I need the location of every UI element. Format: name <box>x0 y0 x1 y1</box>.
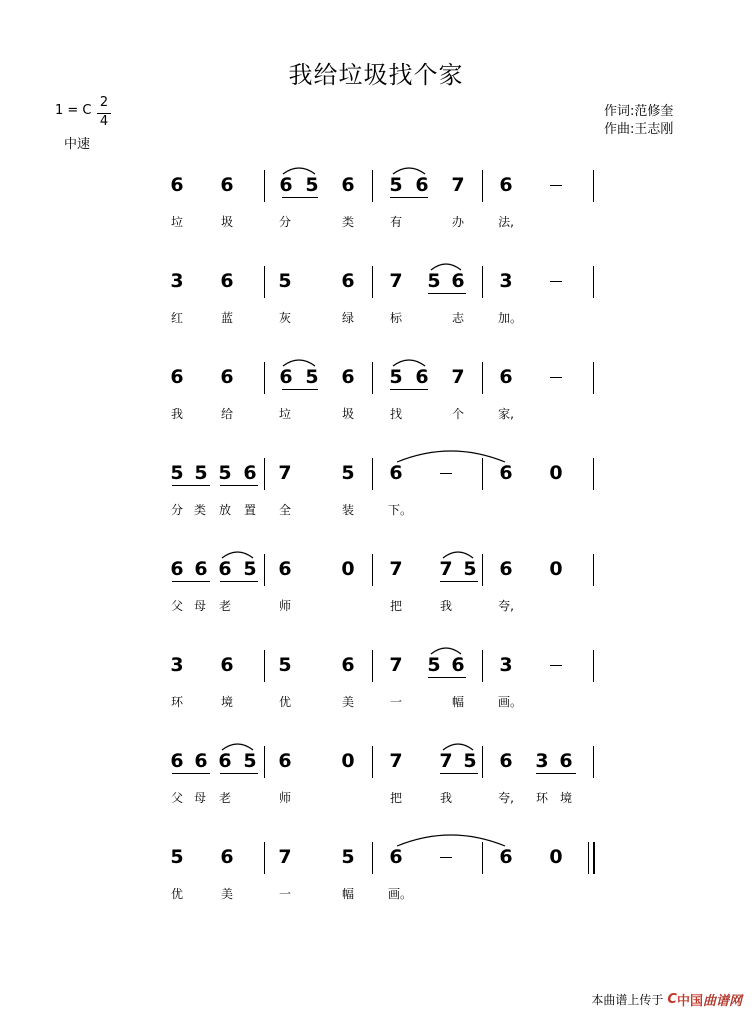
beam <box>282 389 318 390</box>
note: 5 <box>463 750 477 772</box>
score-system <box>0 458 752 554</box>
logo-text-2: 曲谱网 <box>702 994 742 1009</box>
note: 5 <box>194 462 208 484</box>
note: 5 <box>427 270 441 292</box>
barline <box>372 266 373 298</box>
lyric: 红 <box>170 311 183 325</box>
score-system <box>0 746 752 842</box>
note: 6 <box>499 558 513 580</box>
note: 5 <box>243 750 257 772</box>
note: 7 <box>389 558 403 580</box>
beam <box>440 581 478 582</box>
note: 6 <box>218 558 232 580</box>
note: 6 <box>499 366 513 388</box>
note: 7 <box>278 462 292 484</box>
note: 7 <box>451 174 465 196</box>
beam <box>282 197 318 198</box>
lyric: 父 <box>170 791 183 805</box>
beam <box>220 773 258 774</box>
barline <box>593 362 594 394</box>
note: 6 <box>220 654 234 676</box>
lyric: 美 <box>220 887 233 901</box>
barline <box>372 458 373 490</box>
lyric: 垃 <box>170 215 183 229</box>
lyric: 绿 <box>341 311 354 325</box>
note: 6 <box>451 270 465 292</box>
lyric: 灰 <box>278 311 291 325</box>
note: 6 <box>243 462 257 484</box>
note: 6 <box>170 750 184 772</box>
beam <box>440 773 478 774</box>
note: 3 <box>170 270 184 292</box>
note: 5 <box>389 366 403 388</box>
lyric: 老 <box>218 599 231 613</box>
lyric: 师 <box>278 791 291 805</box>
lyric: 画。 <box>388 887 413 901</box>
note: 6 <box>279 174 293 196</box>
note: 0 <box>341 558 355 580</box>
sustain-dash <box>550 665 562 666</box>
note: 5 <box>170 462 184 484</box>
beam <box>390 389 428 390</box>
lyric: 分 <box>170 503 183 517</box>
barline <box>482 266 483 298</box>
time-signature-bottom: 4 <box>99 114 109 129</box>
note: 7 <box>389 750 403 772</box>
slur <box>430 260 462 272</box>
barline <box>482 650 483 682</box>
slur <box>392 356 426 368</box>
note: 7 <box>389 270 403 292</box>
sustain-dash <box>550 185 562 186</box>
note: 5 <box>305 366 319 388</box>
barline <box>264 362 265 394</box>
note: 3 <box>499 270 513 292</box>
lyric: 圾 <box>341 407 354 421</box>
barline <box>264 458 265 490</box>
slur <box>430 644 462 656</box>
note: 6 <box>278 750 292 772</box>
sustain-dash <box>440 857 452 858</box>
note: 6 <box>389 846 403 868</box>
lyric: 我 <box>439 599 452 613</box>
lyric: 标 <box>389 311 402 325</box>
note: 5 <box>218 462 232 484</box>
note: 6 <box>170 558 184 580</box>
score-system <box>0 554 752 650</box>
note: 6 <box>194 558 208 580</box>
note: 0 <box>549 558 563 580</box>
beam <box>172 485 210 486</box>
note: 6 <box>218 750 232 772</box>
score-system <box>0 266 752 362</box>
barline <box>264 842 265 874</box>
note: 5 <box>278 654 292 676</box>
note: 6 <box>559 750 573 772</box>
score-system <box>0 650 752 746</box>
note: 7 <box>439 750 453 772</box>
slur <box>221 740 254 752</box>
composer-credit: 作曲:王志刚 <box>604 122 674 137</box>
lyric: 我 <box>439 791 452 805</box>
note: 3 <box>499 654 513 676</box>
lyric: 个 <box>451 407 464 421</box>
barline <box>593 458 594 490</box>
note: 6 <box>499 750 513 772</box>
note: 6 <box>389 462 403 484</box>
note: 6 <box>170 174 184 196</box>
lyric: 类 <box>193 503 206 517</box>
note: 3 <box>170 654 184 676</box>
note: 0 <box>341 750 355 772</box>
note: 5 <box>341 846 355 868</box>
lyric: 垃 <box>278 407 291 421</box>
lyric: 装 <box>341 503 354 517</box>
lyric: 办 <box>451 215 464 229</box>
barline <box>482 170 483 202</box>
barline <box>264 170 265 202</box>
note: 5 <box>243 558 257 580</box>
barline <box>482 554 483 586</box>
note: 5 <box>170 846 184 868</box>
lyricist-credit: 作词:范修奎 <box>604 104 674 119</box>
final-barline <box>593 842 595 874</box>
logo-mark: C <box>667 992 677 1007</box>
barline <box>372 746 373 778</box>
barline <box>264 746 265 778</box>
barline <box>482 746 483 778</box>
barline <box>372 842 373 874</box>
barline <box>593 554 594 586</box>
note: 5 <box>427 654 441 676</box>
note: 6 <box>220 846 234 868</box>
beam <box>220 581 258 582</box>
barline <box>372 170 373 202</box>
lyric: 境 <box>220 695 233 709</box>
lyric: 夸, <box>498 791 514 805</box>
lyric: 把 <box>389 791 402 805</box>
sustain-dash <box>440 473 452 474</box>
note: 6 <box>341 174 355 196</box>
lyric: 放 <box>218 503 231 517</box>
sustain-dash <box>550 281 562 282</box>
note: 7 <box>278 846 292 868</box>
sustain-dash <box>550 377 562 378</box>
beam <box>172 773 210 774</box>
lyric: 境 <box>559 791 572 805</box>
lyric: 给 <box>220 407 233 421</box>
lyric: 有 <box>389 215 402 229</box>
note: 6 <box>499 462 513 484</box>
lyric: 志 <box>451 311 464 325</box>
lyric: 类 <box>341 215 354 229</box>
beam <box>536 773 576 774</box>
lyric: 置 <box>243 503 256 517</box>
lyric: 父 <box>170 599 183 613</box>
slur <box>442 548 474 560</box>
lyric: 圾 <box>220 215 233 229</box>
tie <box>396 830 506 848</box>
lyric: 母 <box>193 791 206 805</box>
lyric: 找 <box>389 407 402 421</box>
lyric: 老 <box>218 791 231 805</box>
barline <box>372 650 373 682</box>
note: 6 <box>415 366 429 388</box>
note: 6 <box>341 270 355 292</box>
barline <box>264 266 265 298</box>
beam <box>172 581 210 582</box>
barline <box>593 650 594 682</box>
footer <box>591 990 742 1009</box>
note: 0 <box>549 846 563 868</box>
note: 7 <box>389 654 403 676</box>
barline <box>372 554 373 586</box>
lyric: 把 <box>389 599 402 613</box>
lyric: 下。 <box>388 503 413 517</box>
lyric: 优 <box>278 695 291 709</box>
score-system <box>0 842 752 938</box>
note: 6 <box>220 366 234 388</box>
lyric: 美 <box>341 695 354 709</box>
note: 5 <box>389 174 403 196</box>
tie <box>396 446 506 464</box>
final-barline <box>588 842 589 874</box>
beam <box>390 197 428 198</box>
beam <box>428 677 466 678</box>
site-logo[interactable] <box>667 990 742 1009</box>
note: 5 <box>278 270 292 292</box>
note: 6 <box>451 654 465 676</box>
lyric: 一 <box>278 887 291 901</box>
lyric: 夸, <box>498 599 514 613</box>
beam <box>428 293 466 294</box>
song-title: 我给垃圾找个家 <box>288 61 464 89</box>
lyric: 幅 <box>341 887 354 901</box>
lyric: 母 <box>193 599 206 613</box>
barline <box>482 362 483 394</box>
lyric: 蓝 <box>220 311 233 325</box>
score-system <box>0 170 752 266</box>
note: 6 <box>499 846 513 868</box>
lyric: 全 <box>278 503 291 517</box>
slur <box>282 356 316 368</box>
note: 6 <box>279 366 293 388</box>
lyric: 师 <box>278 599 291 613</box>
barline <box>593 266 594 298</box>
lyric: 分 <box>278 215 291 229</box>
slur <box>442 740 474 752</box>
lyric: 家, <box>498 407 514 421</box>
tempo-marking: 中速 <box>64 137 91 152</box>
note: 6 <box>170 366 184 388</box>
barline <box>264 650 265 682</box>
beam <box>220 485 258 486</box>
lyric: 优 <box>170 887 183 901</box>
note: 5 <box>463 558 477 580</box>
note: 6 <box>415 174 429 196</box>
note: 6 <box>220 174 234 196</box>
note: 3 <box>535 750 549 772</box>
lyric: 环 <box>535 791 548 805</box>
lyric: 画。 <box>498 695 523 709</box>
note: 6 <box>220 270 234 292</box>
logo-text: 中国 <box>676 994 703 1009</box>
lyric: 环 <box>170 695 183 709</box>
footer-text: 本曲谱上传于 <box>591 993 664 1007</box>
lyric: 法, <box>498 215 514 229</box>
lyric: 我 <box>170 407 183 421</box>
note: 7 <box>439 558 453 580</box>
barline <box>372 362 373 394</box>
barline <box>593 170 594 202</box>
note: 6 <box>499 174 513 196</box>
barline <box>264 554 265 586</box>
lyric: 一 <box>389 695 402 709</box>
time-signature-top: 2 <box>99 95 109 110</box>
slur <box>221 548 254 560</box>
note: 0 <box>549 462 563 484</box>
note: 5 <box>305 174 319 196</box>
note: 6 <box>194 750 208 772</box>
lyric: 加。 <box>498 311 523 325</box>
slur <box>392 164 426 176</box>
note: 7 <box>451 366 465 388</box>
note: 6 <box>341 654 355 676</box>
note: 6 <box>341 366 355 388</box>
slur <box>282 164 316 176</box>
barline <box>593 746 594 778</box>
score-system <box>0 362 752 458</box>
note: 5 <box>341 462 355 484</box>
note: 6 <box>278 558 292 580</box>
lyric: 幅 <box>451 695 464 709</box>
key-signature: 1 = C <box>55 103 92 118</box>
